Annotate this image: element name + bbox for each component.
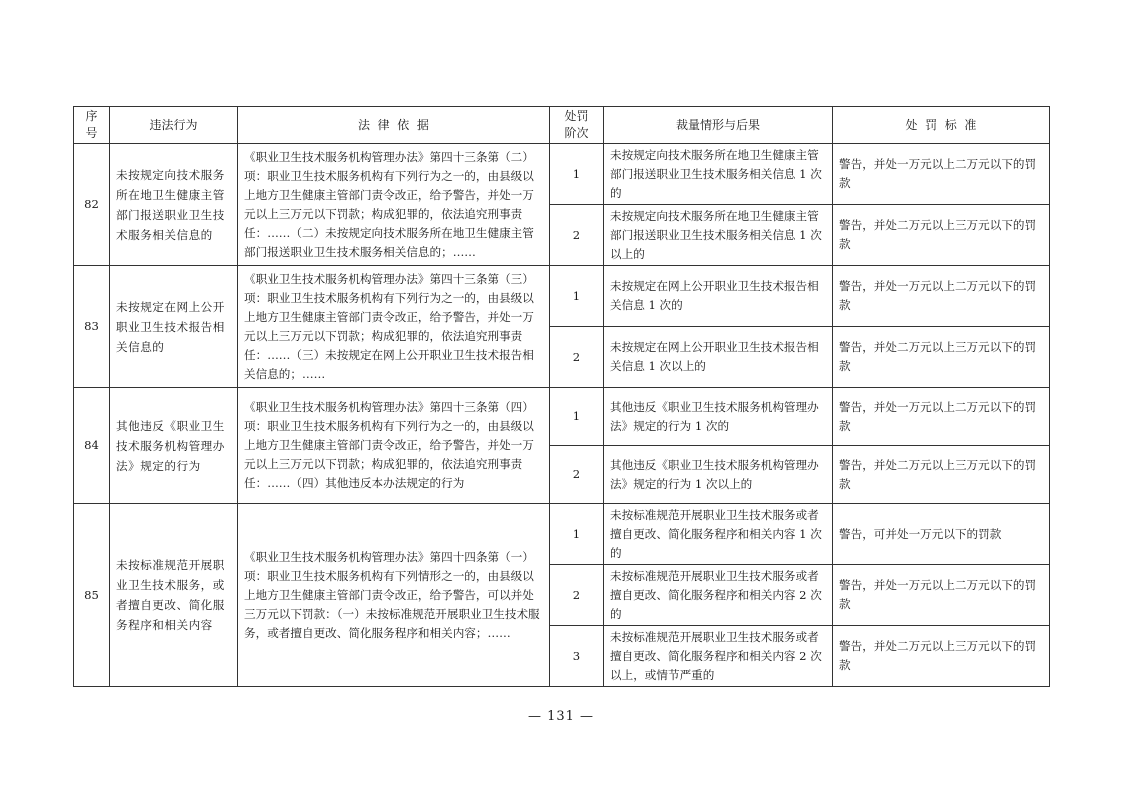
- row-circumstance: 未按标准规范开展职业卫生技术服务或者擅自更改、简化服务程序和相关内容 2 次的: [604, 565, 833, 626]
- row-circumstance: 其他违反《职业卫生技术服务机构管理办法》规定的行为 1 次的: [604, 388, 833, 446]
- row-violation: 未按规定在网上公开职业卫生技术报告相关信息的: [110, 266, 238, 388]
- header-stage: 处罚阶次: [550, 107, 604, 144]
- row-legal-basis: 《职业卫生技术服务机构管理办法》第四十三条第（四）项：职业卫生技术服务机构有下列行为之一的，由县级以上地方卫生健康主管部门责令改正，给予警告，并处一万元以上三万元以下罚款；构成犯罪的，依法追究刑事责任：……（四）其他违反本办法规定的行为: [238, 388, 550, 504]
- header-standard: 处 罚 标 准: [833, 107, 1050, 144]
- header-circumstance: 裁量情形与后果: [604, 107, 833, 144]
- table-row: [74, 504, 1050, 565]
- penalty-standards-table: [73, 106, 1050, 687]
- row-stage: 1: [550, 144, 604, 205]
- row-standard: 警告，并处一万元以上二万元以下的罚款: [833, 266, 1050, 327]
- row-standard: 警告，并处一万元以上二万元以下的罚款: [833, 565, 1050, 626]
- row-violation: 未按规定向技术服务所在地卫生健康主管部门报送职业卫生技术服务相关信息的: [110, 144, 238, 266]
- row-stage: 1: [550, 266, 604, 327]
- row-violation: 其他违反《职业卫生技术服务机构管理办法》规定的行为: [110, 388, 238, 504]
- row-circumstance: 未按标准规范开展职业卫生技术服务或者擅自更改、简化服务程序和相关内容 1 次的: [604, 504, 833, 565]
- table-header-row: [74, 107, 1050, 144]
- row-standard: 警告，并处二万元以上三万元以下的罚款: [833, 626, 1050, 687]
- row-seq: 83: [74, 266, 110, 388]
- row-standard: 警告，可并处一万元以下的罚款: [833, 504, 1050, 565]
- row-circumstance: 其他违反《职业卫生技术服务机构管理办法》规定的行为 1 次以上的: [604, 446, 833, 504]
- row-circumstance: 未按规定向技术服务所在地卫生健康主管部门报送职业卫生技术服务相关信息 1 次以上的: [604, 205, 833, 266]
- row-stage: 1: [550, 504, 604, 565]
- row-stage: 2: [550, 565, 604, 626]
- row-seq: 85: [74, 504, 110, 687]
- table-row: [74, 144, 1050, 205]
- row-standard: 警告，并处二万元以上三万元以下的罚款: [833, 327, 1050, 388]
- row-stage: 2: [550, 327, 604, 388]
- row-legal-basis: 《职业卫生技术服务机构管理办法》第四十四条第（一）项：职业卫生技术服务机构有下列情形之一的，由县级以上地方卫生健康主管部门责令改正，给予警告，可以并处三万元以下罚款：（一）未按标准规范开展职业卫生技术服务，或者擅自更改、简化服务程序和相关内容；……: [238, 504, 550, 687]
- row-standard: 警告，并处一万元以上二万元以下的罚款: [833, 144, 1050, 205]
- header-violation: 违法行为: [110, 107, 238, 144]
- row-seq: 82: [74, 144, 110, 266]
- row-violation: 未按标准规范开展职业卫生技术服务，或者擅自更改、简化服务程序和相关内容: [110, 504, 238, 687]
- row-circumstance: 未按规定在网上公开职业卫生技术报告相关信息 1 次以上的: [604, 327, 833, 388]
- row-stage: 2: [550, 446, 604, 504]
- row-standard: 警告，并处一万元以上二万元以下的罚款: [833, 388, 1050, 446]
- row-standard: 警告，并处二万元以上三万元以下的罚款: [833, 446, 1050, 504]
- row-stage: 2: [550, 205, 604, 266]
- row-stage: 1: [550, 388, 604, 446]
- header-legal-basis: 法 律 依 据: [238, 107, 550, 144]
- row-circumstance: 未按规定向技术服务所在地卫生健康主管部门报送职业卫生技术服务相关信息 1 次的: [604, 144, 833, 205]
- row-circumstance: 未按标准规范开展职业卫生技术服务或者擅自更改、简化服务程序和相关内容 2 次以上，或情节严重的: [604, 626, 833, 687]
- row-legal-basis: 《职业卫生技术服务机构管理办法》第四十三条第（三）项：职业卫生技术服务机构有下列行为之一的，由县级以上地方卫生健康主管部门责令改正，给予警告，并处一万元以上三万元以下罚款；构成犯罪的，依法追究刑事责任：……（三）未按规定在网上公开职业卫生技术报告相关信息的；……: [238, 266, 550, 388]
- row-legal-basis: 《职业卫生技术服务机构管理办法》第四十三条第（二）项：职业卫生技术服务机构有下列行为之一的，由县级以上地方卫生健康主管部门责令改正，给予警告，并处一万元以上三万元以下罚款；构成犯罪的，依法追究刑事责任：……（二）未按规定向技术服务所在地卫生健康主管部门报送职业卫生技术服务相关信息的；……: [238, 144, 550, 266]
- page-number: — 131 —: [527, 709, 595, 724]
- table-row: [74, 266, 1050, 327]
- table-row: [74, 388, 1050, 446]
- row-seq: 84: [74, 388, 110, 504]
- row-circumstance: 未按规定在网上公开职业卫生技术报告相关信息 1 次的: [604, 266, 833, 327]
- header-seq: 序号: [74, 107, 110, 144]
- row-standard: 警告，并处二万元以上三万元以下的罚款: [833, 205, 1050, 266]
- row-stage: 3: [550, 626, 604, 687]
